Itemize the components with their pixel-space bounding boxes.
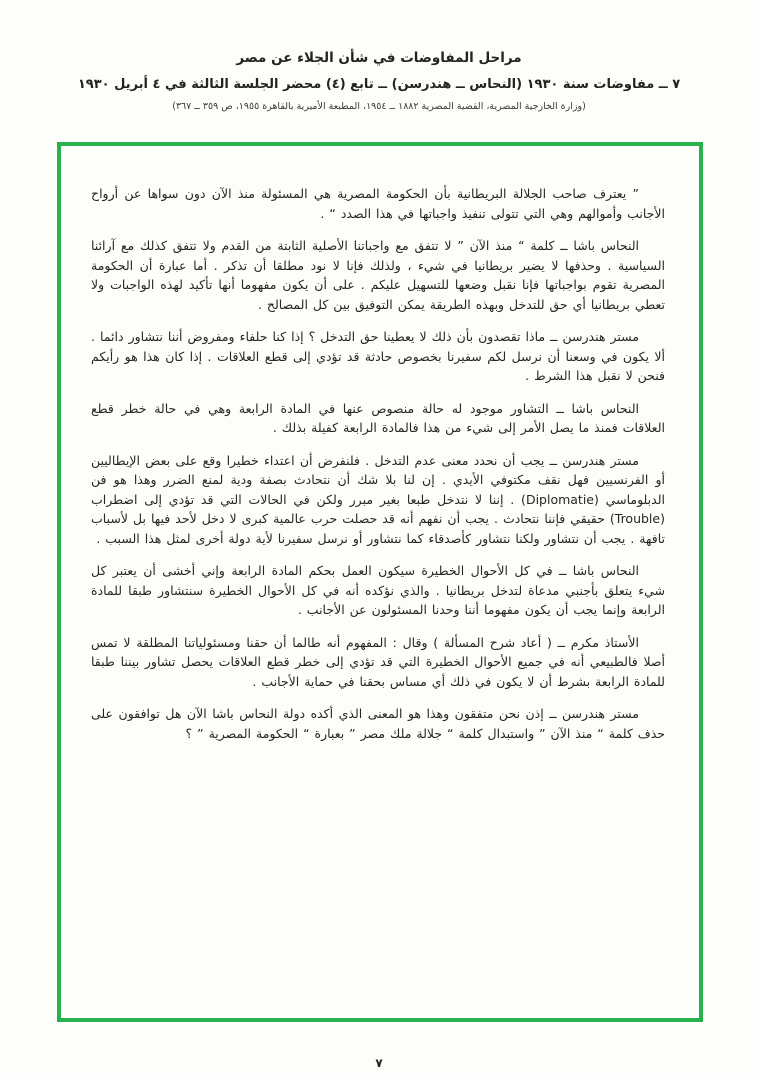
section-heading: ٧ ــ مفاوضات سنة ١٩٣٠ (النحاس ــ هندرسن) ــ تابع (٤) محضر الجلسة الثالثة في ٤ أبريل ١٩٣٠ xyxy=(77,77,681,92)
document-header xyxy=(0,0,758,112)
green-highlight-frame xyxy=(57,142,703,1022)
paragraph-quote: ” يعترف صاحب الجلالة البريطانية بأن الحكومة المصرية هي المسئولة منذ الآن دون سواها عن أرواح الأجانب وأموالهم وهي التي تتولى تنفيذ واجباتها في هذا الصدد “ . xyxy=(91,186,665,221)
document-body xyxy=(91,184,665,743)
page-title: مراحل المفاوضات في شأن الجلاء عن مصر xyxy=(236,50,522,66)
paragraph-nahhas-3: النحاس باشا ــ في كل الأحوال الخطيرة سيكون العمل بحكم المادة الرابعة وإني أخشى أن يعتبر كل شيء يتعلق بأجنبي مدعاة لتدخل بريطانيا . والذي نؤكده أنه في كل الأحوال الخطيرة سنتشاور طبقا للمادة الرابعة وإنما يجب أن يكون مفهوما أننا وحدنا المسئولون عن الأجانب . xyxy=(91,563,665,617)
paragraph-henderson-3: مستر هندرسن ــ إذن نحن متفقون وهذا هو المعنى الذي أكده دولة النحاس باشا الآن هل توافقون على حذف كلمة “ منذ الآن ” واستبدال كلمة “ جلالة ملك مصر ” بعبارة “ الحكومة المصرية ” ؟ xyxy=(91,706,665,741)
paragraph-nahhas-2: النحاس باشا ــ التشاور موجود له حالة منصوص عنها في المادة الرابعة وهي في حالة خطر قطع العلاقات فمنذ ما يصل الأمر إلى شيء من هذا فالمادة الرابعة كفيلة بذلك . xyxy=(91,400,665,435)
page-number: ٧ xyxy=(375,1056,383,1070)
paragraph-henderson-2: مستر هندرسن ــ يجب أن نحدد معنى عدم التدخل . فلنفرض أن اعتداء خطيرا وقع على بعض الإيطاليين أو الفرنسيين فهل نقف مكتوفي الأيدي . إن لنا بلا شك أن نتحادث بصفة ودية لمنع الضرر وهذا هو فن الدبلوماسي (Diplomatie) . إننا لا نتدخل طبعا بغير مبرر ولكن في الحالات التي قد تؤدي إلى اضطراب (Trouble) حقيقي فإننا نتحادث . يجب أن نفهم أنه قد حصلت حرب عالمية كبرى لا دخل لأحد فيها بل لأسباب تافهة . يجب أن نتشاور ولكنا نتشاور كأصدقاء كما نتشاور أو نرسل سفيرنا لأية دولة أخرى لمثل هذا السبب . xyxy=(91,452,665,546)
source-citation: (وزارة الخارجية المصرية، القضية المصرية ١٨٨٢ ــ ١٩٥٤، المطبعة الأميرية بالقاهرة ١٩٥٥، ص ٣٥٩ ــ ٣٦٧) xyxy=(172,101,586,112)
paragraph-henderson-1: مستر هندرسن ــ ماذا تقصدون بأن ذلك لا يعطينا حق التدخل ؟ إذا كنا حلفاء ومفروض أننا نتشاور دائما . ألا يكون في وسعنا أن نرسل لكم سفيرنا بخصوص حادثة قد تؤدي إلى قطع العلاقات . إذا كان هذا هو رأيكم فنحن لا نقبل هذا الشرط . xyxy=(91,329,665,383)
paragraph-makram: الأستاذ مكرم ــ ( أعاد شرح المسألة ) وقال : المفهوم أنه طالما أن حقنا ومسئولياتنا المطلقة لا تمس أصلا فالطبيعي أنه في جميع الأحوال الخطيرة التي قد تؤدي إلى خطر قطع العلاقات يحصل تشاور بيننا طبقا للمادة الرابعة بشرط أن لا يكون في ذلك أي مساس بحقنا في حماية الأجانب . xyxy=(91,634,665,689)
paragraph-nahhas-1: النحاس باشا ــ كلمة “ منذ الآن ” لا تتفق مع واجباتنا الأصلية الثابتة من القدم ولا تتفق كذلك مع آرائنا السياسية . وحذفها لا يضير بريطانيا في شيء ، ولذلك فإنا لا نود مطلقا أن تذكر . أما عبارة أن الحكومة المصرية تقوم بواجباتها فإنا نقبل وضعها للتسهيل عليكم . على أن يكون مفهوما أنها تأكيد لهذه الواجبات ولا تعطي بريطانيا أي حق للتدخل وبهذه الطريقة يمكن التوفيق بين كل المصالح . xyxy=(91,238,665,312)
